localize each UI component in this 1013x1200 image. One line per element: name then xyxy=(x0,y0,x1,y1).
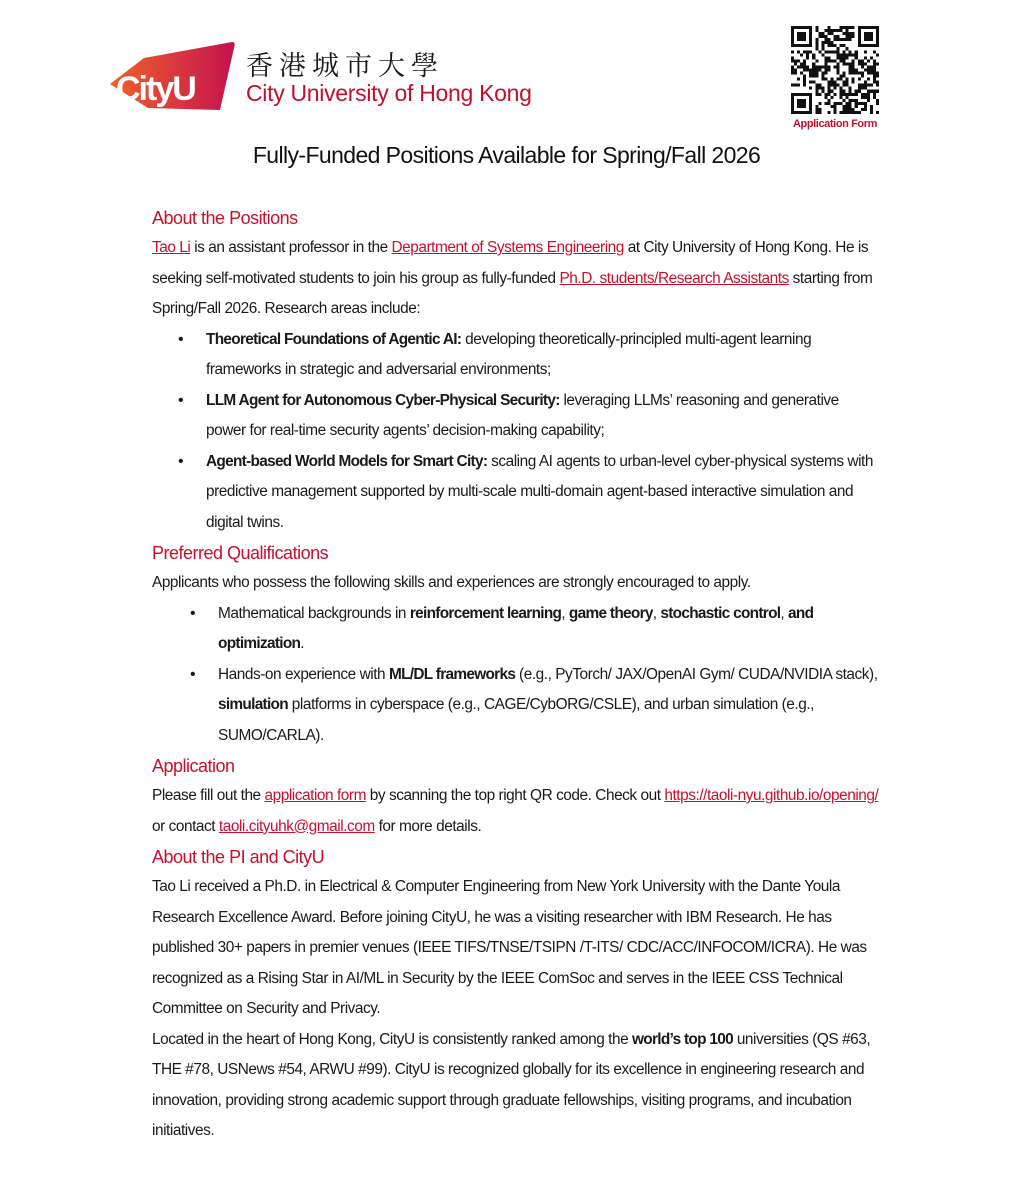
cityu-logo xyxy=(108,36,548,116)
qual-text: , xyxy=(780,604,789,622)
pi-bio: Tao Li received a Ph.D. in Electrical & Computer Engineering from New York University with the Dante Youla Research Excellence Award. Before joining CityU, he was a visiting researcher with IBM Research. He has published 30+ papers in premier venues (IEEE TIFS/TNSE/TSIPN /T-ITS/ CDC/ACC/INFOCOM/ICRA). He was recognized as a Rising Star in AI/ML in Security by the IEEE ComSoc and serves in the IEEE CSS Technical Committee on Security and Privacy. xyxy=(152,878,867,1017)
heading-preferred-qualifications: Preferred Qualifications xyxy=(152,543,329,563)
heading-application: Application xyxy=(152,756,235,776)
research-area-title: Agent-based World Models for Smart City: xyxy=(206,452,488,470)
qual-text: Hands-on experience with xyxy=(218,665,389,683)
research-area-text: scaling AI agents to urban-level cyber-physical systems with predictive management supported by multi-scale multi-domain agent-based interactive simulation and digital twins. xyxy=(206,452,873,531)
qual-text: , xyxy=(561,604,569,622)
qual-keyword: and optimization xyxy=(218,604,814,652)
tao-li-link[interactable]: Tao Li xyxy=(152,239,191,256)
application-text-2: by scanning the top right QR code. Check out xyxy=(365,787,665,804)
qualifications-list xyxy=(152,599,882,752)
list-item xyxy=(152,447,882,539)
application-form-link[interactable]: application form xyxy=(264,787,366,804)
research-area-text: leveraging LLMs’ reasoning and generative power for real-time security agents’ decision-making capability; xyxy=(206,391,839,439)
qual-text: , xyxy=(652,604,661,622)
research-area-text: developing theoretically-principled multi-agent learning frameworks in strategic and adversarial environments; xyxy=(206,330,812,378)
intro-text-3: starting from Spring/Fall 2026. Research areas include: xyxy=(152,269,873,317)
qual-keyword: stochastic control xyxy=(660,604,781,622)
research-area-title: LLM Agent for Autonomous Cyber-Physical Security: xyxy=(206,391,560,409)
qual-keyword: ML/DL frameworks xyxy=(388,665,516,683)
cityu-description xyxy=(152,1025,882,1147)
qual-keyword: reinforcement learning xyxy=(409,604,562,622)
qual-text: platforms in cyberspace (e.g., CAGE/CybORG/CSLE), and urban simulation (e.g., SUMO/CARLA). xyxy=(218,696,815,744)
logo-chinese-name: 香港城市大學 xyxy=(246,51,444,82)
cityu-text-2: universities (QS #63, THE #78, USNews #54, ARWU #99). CityU is recognized globally for its excellence in engineering research and innovation, providing strong academic support through graduate fellowships, visiting programs, and incubation initiatives. xyxy=(152,1030,871,1139)
qual-keyword: simulation xyxy=(218,696,288,713)
application-text-3: or contact xyxy=(152,817,219,835)
qr-code-icon[interactable] xyxy=(791,26,879,114)
opening-url-link[interactable]: https://taoli-nyu.github.io/opening/ xyxy=(664,787,879,804)
qual-text: Mathematical backgrounds in xyxy=(218,604,410,622)
cityu-ranking-highlight: world’s top 100 xyxy=(632,1030,733,1048)
qualifications-intro: Applicants who possess the following skills and experiences are strongly encouraged to apply. xyxy=(152,574,751,591)
application-text-4: for more details. xyxy=(374,817,482,835)
qr-block xyxy=(785,26,885,130)
qr-caption: Application Form xyxy=(792,118,878,130)
list-item xyxy=(152,660,882,752)
heading-about-pi: About the PI and CityU xyxy=(152,847,325,867)
heading-about-positions: About the Positions xyxy=(152,208,298,228)
logo-english-name: City University of Hong Kong xyxy=(246,80,532,106)
positions-intro xyxy=(152,233,882,325)
phd-ra-link[interactable]: Ph.D. students/Research Assistants xyxy=(559,269,789,287)
application-text xyxy=(152,781,882,842)
application-text-1: Please fill out the xyxy=(152,787,265,804)
intro-text-1: is an assistant professor in the xyxy=(190,239,392,256)
cityu-text-1: Located in the heart of Hong Kong, CityU is consistently ranked among the xyxy=(152,1030,633,1048)
cityu-logo-mark xyxy=(108,38,236,112)
logo-wordmark: CityU xyxy=(116,70,195,108)
qual-keyword: game theory xyxy=(568,604,653,622)
email-link[interactable]: taoli.cityuhk@gmail.com xyxy=(218,817,375,835)
research-area-title: Theoretical Foundations of Agentic AI: xyxy=(206,330,462,348)
list-item xyxy=(152,325,882,386)
intro-text-2: at City University of Hong Kong. He is seeking self-motivated students to join his group as fully-funded xyxy=(152,239,869,287)
page-title: Fully-Funded Positions Available for Spring/Fall 2026 xyxy=(252,142,761,168)
main-content xyxy=(152,203,882,1147)
list-item xyxy=(152,386,882,447)
qual-text: (e.g., PyTorch/ JAX/OpenAI Gym/ CUDA/NVIDIA stack), xyxy=(515,665,878,683)
department-link[interactable]: Department of Systems Engineering xyxy=(391,239,624,256)
list-item xyxy=(152,599,882,660)
research-areas-list xyxy=(152,325,882,539)
qual-text: . xyxy=(300,635,305,652)
